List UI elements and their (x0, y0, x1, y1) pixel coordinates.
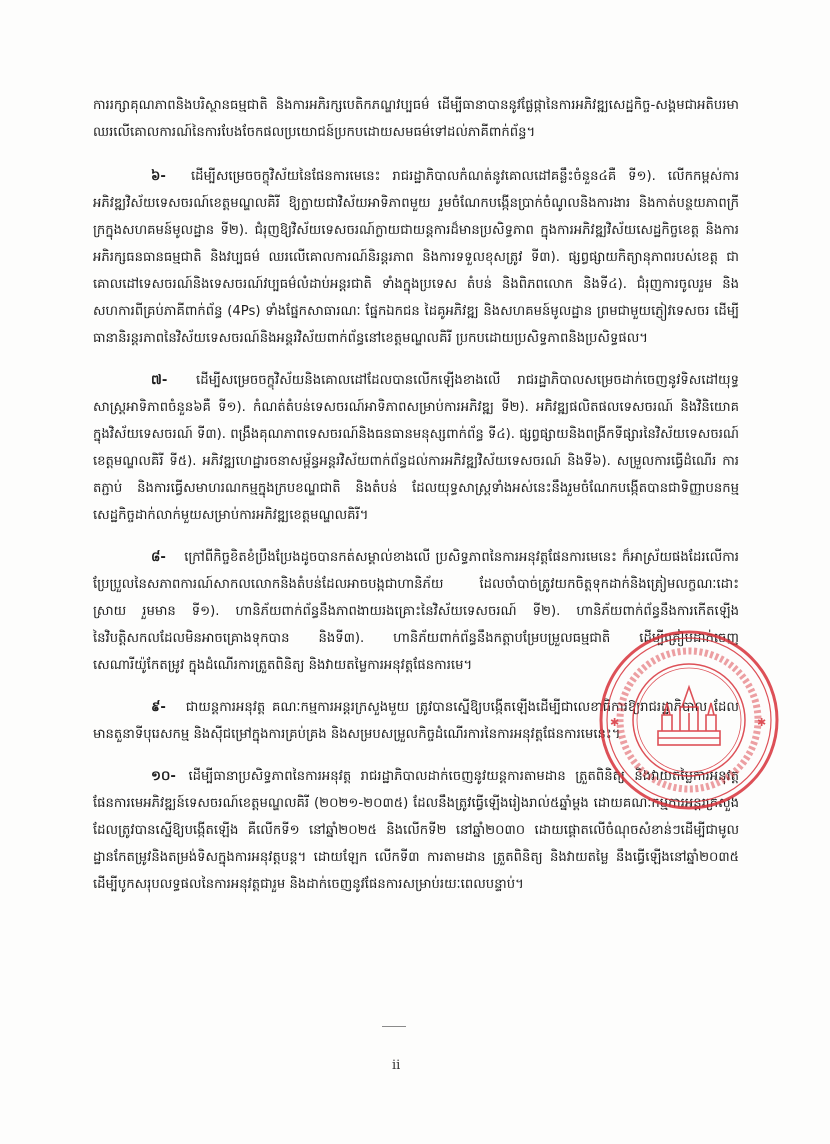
paragraph-text: ដើម្បីធានាប្រសិទ្ធភាពនៃការអនុវត្ត រាជរដ្ឋាភិបាលដាក់ចេញនូវយន្តការតាមដាន ត្រួតពិនិត្យ និងវាយតម្លៃការអនុវត្តផែនការមេអភិវឌ្ឍន៍ទេសចរណ៍ខេត្តមណ្ឌលគិរី (២០២១-២០៣៥) ដែលនឹងត្រូវធ្វើឡើងរៀងរាល់៥ឆ្នាំម្តង ដោយគណៈកម្មការអន្តរក្រសួងដែលត្រូវបានស្នើឱ្យបង្កើតឡើង គឺលើកទី១ នៅឆ្នាំ២០២៥ និងលើកទី២ នៅឆ្នាំ២០៣០ ដោយផ្តោតលើចំណុចសំខាន់ៗដើម្បីជាមូលដ្ឋានកែតម្រូវនិងតម្រង់ទិសក្នុងការអនុវត្តបន្ត។ ដោយឡែក លើកទី៣ ការតាមដាន ត្រួតពិនិត្យ និងវាយតម្លៃ នឹងធ្វើឡើងនៅឆ្នាំ២០៣៥ ដើម្បីបូកសរុបលទ្ធផលនៃការអនុវត្តជារួម និងដាក់ចេញនូវផែនការសម្រាប់រយៈពេលបន្ទាប់។ (93, 769, 739, 892)
paragraph-number: ៩- (151, 700, 166, 715)
paragraph-number: ៧- (151, 373, 168, 388)
paragraph-number: ៨- (151, 550, 166, 565)
paragraph-text: ការរក្សាគុណភាពនិងបរិស្ថានធម្មជាតិ និងការអភិរក្សបេតិកភណ្ឌវប្បធម៌ ដើម្បីធានាបាននូវផ្លែផ្កានៃការអភិវឌ្ឍសេដ្ឋកិច្ច-សង្គមជាអតិបរមា ឈរលើគោលការណ៍នៃការបែងចែកផលប្រយោជន៍ប្រកបដោយសមធម៌ទៅដល់ភាគីពាក់ព័ន្ធ។ (93, 98, 739, 140)
svg-text:✱: ✱ (757, 716, 767, 729)
paragraph-text: ជាយន្តការអនុវត្ត គណៈកម្មការអន្តរក្រសួងមួយ ត្រូវបានស្នើឱ្យបង្កើតឡើងដើម្បីជាលេខាធិការឱ្យរាជរដ្ឋាភិបាល ដែលមានតួនាទីបុរេសកម្ម និងស៊ីជម្រៅក្នុងការគ្រប់គ្រង និងសម្របសម្រួលកិច្ចដំណើរការនៃការអនុវត្តផែនការមេនេះ។ (93, 700, 739, 742)
paragraph-6 (93, 163, 739, 352)
paragraph-7 (93, 367, 739, 529)
paragraph-continued (93, 92, 739, 146)
footer-divider (382, 1026, 406, 1027)
paragraph-number: ៦- (151, 169, 166, 184)
svg-text:✱: ✱ (610, 716, 620, 729)
official-seal-icon (596, 627, 782, 813)
paragraph-text: ដើម្បីសម្រេចចក្ខុវិស័យនិងគោលដៅដែលបានលើកឡើងខាងលើ រាជរដ្ឋាភិបាលសម្រេចដាក់ចេញនូវទិសដៅយុទ្ធសាស្ត្រអាទិភាពចំនួន៦គឺ ទី១). កំណត់តំបន់ទេសចរណ៍អាទិភាពសម្រាប់ការអភិវឌ្ឍ ទី២). អភិវឌ្ឍផលិតផលទេសចរណ៍ និងវិនិយោគក្នុងវិស័យទេសចរណ៍ ទី៣). ពង្រឹងគុណភាពទេសចរណ៍និងធនធានមនុស្សពាក់ព័ន្ធ ទី៤). ផ្សព្វផ្សាយនិងពង្រីកទីផ្សារនៃវិស័យទេសចរណ៍ខេត្តមណ្ឌលគិរី ទី៥). អភិវឌ្ឍហេដ្ឋារចនាសម្ព័ន្ធអន្តរវិស័យពាក់ព័ន្ធដល់ការអភិវឌ្ឍវិស័យទេសចរណ៍ និងទី៦). សម្រួលការធ្វើដំណើរ ការតភ្ជាប់ និងការធ្វើសមាហរណកម្មក្នុងក្របខណ្ឌជាតិ និងតំបន់ ដែលយុទ្ធសាស្ត្រទាំងអស់នេះនឹងរួមចំណែកបង្កើតបានជាទិញ្ញាបនកម្មសេដ្ឋកិច្ចដាក់លាក់មួយសម្រាប់ការអភិវឌ្ឍខេត្តមណ្ឌលគិរី។ (93, 373, 739, 523)
page-number: ii (392, 1058, 401, 1073)
paragraph-text: ក្រៅពីកិច្ចខិតខំប្រឹងប្រែងដូចបានកត់សម្គាល់ខាងលើ ប្រសិទ្ធភាពនៃការអនុវត្តផែនការមេនេះ ក៏អាស្រ័យផងដែរលើការប្រែប្រួលនៃសភាពការណ៍សាកលលោកនិងតំបន់ដែលអាចបង្កជាហានិភ័យ ដែលចាំបាច់ត្រូវយកចិត្តទុកដាក់និងត្រៀមលក្ខណៈដោះស្រាយ រួមមាន ទី១). ហានិភ័យពាក់ព័ន្ធនឹងភាពងាយរងគ្រោះនៃវិស័យទេសចរណ៍ ទី២). ហានិភ័យពាក់ព័ន្ធនឹងការកើតឡើងនៃវិបត្តិសកលដែលមិនអាចគ្រោងទុកបាន និងទី៣). ហានិភ័យពាក់ព័ន្ធនឹងកត្តាបម្រែបម្រួលធម្មជាតិ ដើម្បីត្រៀមដាក់ចេញសេណារីយ៉ូកែតម្រូវ ក្នុងដំណើរការត្រួតពិនិត្យ និងវាយតម្លៃការអនុវត្តផែនការមេ។ (93, 550, 739, 673)
paragraph-text: ដើម្បីសម្រេចចក្ខុវិស័យនៃផែនការមេនេះ រាជរដ្ឋាភិបាលកំណត់នូវគោលដៅគន្លឹះចំនួន៤គឺ ទី១). លើកកម្ពស់ការអភិវឌ្ឍវិស័យទេសចរណ៍ខេត្តមណ្ឌលគិរី ឱ្យក្លាយជាវិស័យអាទិភាពមួយ រួមចំណែកបង្កើនប្រាក់ចំណូលនិងការងារ និងកាត់បន្ថយភាពក្រីក្រក្នុងសហគមន៍មូលដ្ឋាន ទី២). ជំរុញឱ្យវិស័យទេសចរណ៍ក្លាយជាយន្តការដ៏មានប្រសិទ្ធភាព ក្នុងការអភិវឌ្ឍវិស័យសេដ្ឋកិច្ចខេត្ត និងការអភិរក្សធនធានធម្មជាតិ និងវប្បធម៌ ឈរលើគោលការណ៍និរន្តរភាព និងការទទួលខុសត្រូវ ទី៣). ផ្សព្វផ្សាយកិត្យានុភាពរបស់ខេត្ត ជាគោលដៅទេសចរណ៍និងទេសចរណ៍វប្បធម៌លំដាប់អន្តរជាតិ ទាំងក្នុងប្រទេស តំបន់ និងពិភពលោក និងទី៤). ជំរុញការចូលរួម និងសហការពីគ្រប់ភាគីពាក់ព័ន្ធ (4Ps) ទាំងផ្នែកសាធារណៈ ផ្នែកឯកជន ដៃគូអភិវឌ្ឍ និងសហគមន៍មូលដ្ឋាន ព្រមជាមួយភ្ញៀវទេសចរ ដើម្បីធានានិរន្តរភាពនៃវិស័យទេសចរណ៍និងអន្តរវិស័យពាក់ព័ន្ធនៅខេត្តមណ្ឌលគិរី ប្រកបដោយប្រសិទ្ធភាពនិងប្រសិទ្ធផល។ (93, 169, 740, 346)
paragraph-number: ១០- (151, 769, 176, 784)
